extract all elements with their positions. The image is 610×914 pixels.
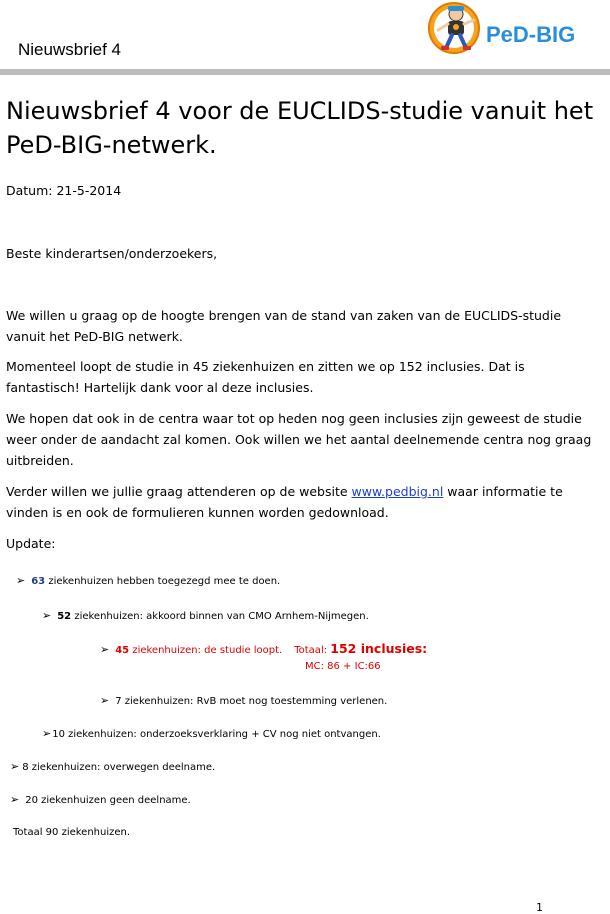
page-title: Nieuwsbrief 4 voor de EUCLIDS-studie vanuit het PeD-BIG-netwerk.	[6, 97, 594, 159]
paragraph-1: We willen u graag op de hoogte brengen van de stand van zaken van de EUCLIDS-studie vanuit het PeD-BIG netwerk.	[6, 308, 562, 344]
update-item-2: ➢ 52 ziekenhuizen: akkoord binnen van CMO Arnhem-Nijmegen.	[42, 609, 369, 622]
newsletter-header-title: Nieuwsbrief 4	[18, 40, 121, 59]
arrow-bullet-icon: ➢	[42, 609, 52, 622]
website-link[interactable]: www.pedbig.nl	[351, 484, 444, 499]
mascot-icon	[426, 0, 486, 56]
update-item-3: ➢ 45 ziekenhuizen: de studie loopt. Totaal: 152 inclusies:	[100, 641, 428, 656]
arrow-bullet-icon: ➢	[100, 643, 110, 656]
arrow-bullet-icon: ➢	[16, 574, 26, 587]
update-item-4: ➢ 7 ziekenhuizen: RvB moet nog toestemming verlenen.	[100, 694, 388, 707]
update-item-3-detail: MC: 86 + IC:66	[305, 661, 381, 672]
header-divider	[0, 69, 610, 75]
update-label: Update:	[6, 536, 56, 551]
page-number: 1	[536, 901, 543, 914]
logo-text: PeD-BIG	[486, 22, 576, 47]
update-total: Totaal 90 ziekenhuizen.	[13, 827, 131, 838]
update-item-1: ➢ 63 ziekenhuizen hebben toegezegd mee te doen.	[16, 574, 281, 587]
paragraph-4: Verder willen we jullie graag attenderen op de website www.pedbig.nl waar informatie te vinden is en ook de formulieren kunnen worden gedownload.	[6, 484, 563, 520]
arrow-bullet-icon: ➢	[42, 727, 52, 740]
paragraph-2: Momenteel loopt de studie in 45 ziekenhuizen en zitten we op 152 inclusies. Dat is fantastisch! Hartelijk dank voor al deze inclusies.	[6, 359, 525, 395]
update-item-7: ➢ 20 ziekenhuizen geen deelname.	[10, 793, 191, 806]
update-item-5: ➢10 ziekenhuizen: onderzoeksverklaring + CV nog niet ontvangen.	[42, 727, 381, 740]
arrow-bullet-icon: ➢	[10, 760, 20, 773]
arrow-bullet-icon: ➢	[100, 694, 110, 707]
update-item-6: ➢ 8 ziekenhuizen: overwegen deelname.	[10, 760, 216, 773]
paragraph-3: We hopen dat ook in de centra waar tot op heden nog geen inclusies zijn geweest de studie weer onder de aandacht zal komen. Ook willen we het aantal deelnemende centra nog graag uitbreiden.	[6, 411, 592, 468]
arrow-bullet-icon: ➢	[10, 793, 20, 806]
salutation: Beste kinderartsen/onderzoekers,	[6, 246, 218, 261]
pedbig-logo	[426, 0, 596, 56]
newsletter-date: Datum: 21-5-2014	[6, 183, 122, 198]
